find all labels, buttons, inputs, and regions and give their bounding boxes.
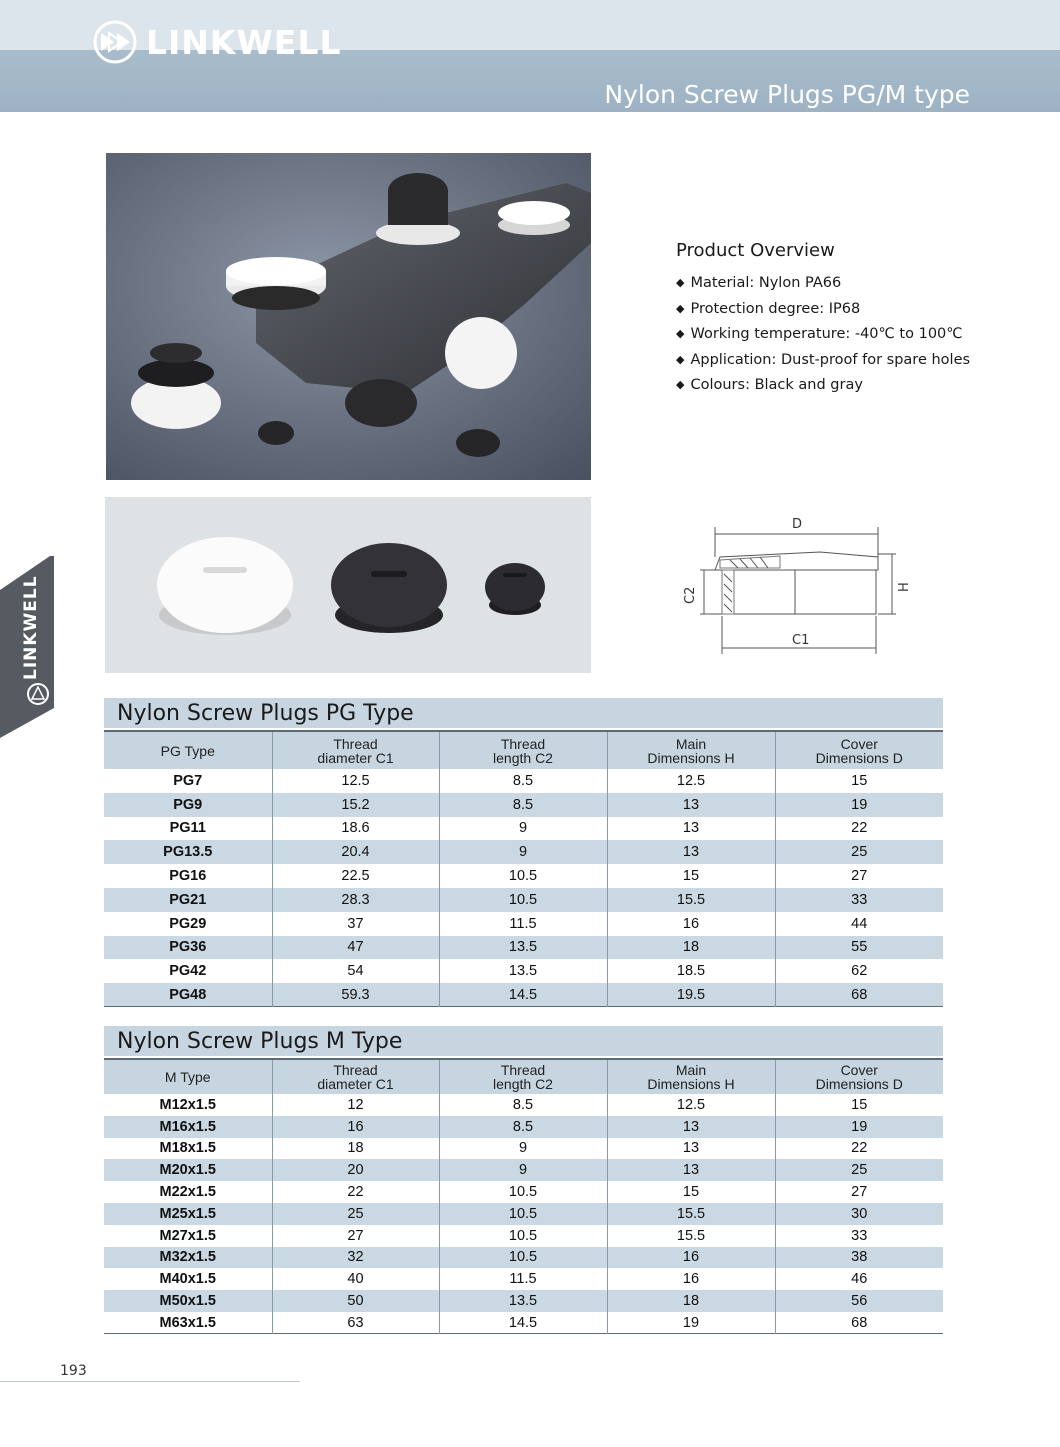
table-cell: 13 — [607, 1116, 775, 1138]
table-cell: 18 — [607, 1290, 775, 1312]
m-header-c1: Thread diameter C1 — [272, 1059, 439, 1094]
product-photo-main — [106, 153, 591, 480]
table-cell: 56 — [775, 1290, 943, 1312]
table-cell: 20.4 — [272, 840, 439, 864]
table-cell: 13 — [607, 793, 775, 817]
table-cell: 16 — [607, 1268, 775, 1290]
table-cell: 38 — [775, 1247, 943, 1269]
pg-header-h: Main Dimensions H — [607, 731, 775, 769]
table-cell: 11.5 — [439, 1268, 607, 1290]
table-cell: 10.5 — [439, 1203, 607, 1225]
table-cell: 63 — [272, 1312, 439, 1334]
table-row — [104, 1181, 943, 1203]
table-cell: M63x1.5 — [159, 1314, 216, 1331]
table-row — [104, 936, 943, 960]
table-cell: 15 — [775, 769, 943, 793]
table-cell: 15 — [607, 1181, 775, 1203]
table-row — [104, 1268, 943, 1290]
table-cell: 15.2 — [272, 793, 439, 817]
table-row — [104, 983, 943, 1007]
table-cell: M22x1.5 — [159, 1184, 216, 1201]
pg-header-c1: Thread diameter C1 — [272, 731, 439, 769]
table-cell: 10.5 — [439, 1181, 607, 1203]
brand-logo — [92, 18, 342, 66]
table-cell: PG9 — [173, 796, 203, 813]
table-cell: 68 — [775, 983, 943, 1007]
table-row — [104, 840, 943, 864]
table-cell: 15 — [607, 864, 775, 888]
table-cell: M32x1.5 — [159, 1249, 216, 1266]
overview-item: ◆ Material: Nylon PA66 — [676, 271, 970, 297]
table-cell: 16 — [272, 1116, 439, 1138]
table-cell: M27x1.5 — [159, 1227, 216, 1244]
table-cell: 12.5 — [272, 769, 439, 793]
pg-header-type: PG Type — [104, 731, 272, 769]
table-row — [104, 1138, 943, 1160]
table-row — [104, 1116, 943, 1138]
table-cell: M20x1.5 — [159, 1162, 216, 1179]
table-cell: 22 — [775, 817, 943, 841]
table-cell: 10.5 — [439, 1225, 607, 1247]
table-cell: 33 — [775, 888, 943, 912]
table-cell: 16 — [607, 1247, 775, 1269]
table-cell: 8.5 — [439, 793, 607, 817]
table-cell: 44 — [775, 912, 943, 936]
table-cell: 13.5 — [439, 959, 607, 983]
table-cell: 18 — [607, 936, 775, 960]
diagram-label-d: D — [792, 517, 803, 532]
product-photo-row — [105, 497, 591, 673]
table-cell: 25 — [775, 840, 943, 864]
table-cell: 15.5 — [607, 888, 775, 912]
table-cell: 19 — [775, 1116, 943, 1138]
overview-item: ◆ Working temperature: -40℃ to 100℃ — [676, 322, 970, 348]
table-row — [104, 864, 943, 888]
table-cell: 20 — [272, 1159, 439, 1181]
table-cell: 50 — [272, 1290, 439, 1312]
table-cell: 18.5 — [607, 959, 775, 983]
table-cell: 25 — [272, 1203, 439, 1225]
m-header-type: M Type — [104, 1059, 272, 1094]
table-cell: 8.5 — [439, 1094, 607, 1116]
table-cell: 9 — [439, 1159, 607, 1181]
m-header-d: Cover Dimensions D — [775, 1059, 943, 1094]
table-cell: 16 — [607, 912, 775, 936]
table-cell: 40 — [272, 1268, 439, 1290]
table-cell: 47 — [272, 936, 439, 960]
table-cell: 13 — [607, 817, 775, 841]
table-cell: 28.3 — [272, 888, 439, 912]
table-cell: 25 — [775, 1159, 943, 1181]
table-cell: 13.5 — [439, 936, 607, 960]
table-cell: 19.5 — [607, 983, 775, 1007]
table-row — [104, 1312, 943, 1334]
table-row — [104, 1159, 943, 1181]
table-row — [104, 912, 943, 936]
table-cell: 13.5 — [439, 1290, 607, 1312]
dimension-diagram — [680, 512, 920, 662]
table-cell: 18 — [272, 1138, 439, 1160]
table-cell: M50x1.5 — [159, 1293, 216, 1310]
table-cell: 22 — [775, 1138, 943, 1160]
table-cell: M40x1.5 — [159, 1271, 216, 1288]
page-number: 193 — [60, 1363, 87, 1379]
table-cell: M25x1.5 — [159, 1205, 216, 1222]
table-cell: 9 — [439, 817, 607, 841]
table-cell: M16x1.5 — [159, 1118, 216, 1135]
table-cell: 59.3 — [272, 983, 439, 1007]
table-cell: 27 — [775, 1181, 943, 1203]
table-cell: PG13.5 — [163, 844, 213, 861]
pg-table-body — [104, 769, 943, 1007]
table-cell: 13 — [607, 840, 775, 864]
pg-table — [104, 730, 943, 1007]
table-cell: 62 — [775, 959, 943, 983]
diagram-label-c1: C1 — [792, 633, 810, 648]
brand-name: LINKWELL — [146, 22, 342, 62]
table-cell: PG42 — [169, 963, 207, 980]
overview-list — [676, 271, 970, 399]
table-cell: 19 — [775, 793, 943, 817]
overview-item: ◆ Colours: Black and gray — [676, 373, 970, 399]
table-cell: 10.5 — [439, 864, 607, 888]
table-cell: 10.5 — [439, 1247, 607, 1269]
table-row — [104, 1225, 943, 1247]
table-cell: PG29 — [169, 915, 207, 932]
table-cell: 9 — [439, 1138, 607, 1160]
table-cell: 12 — [272, 1094, 439, 1116]
table-row — [104, 769, 943, 793]
table-row — [104, 959, 943, 983]
table-cell: PG16 — [169, 868, 207, 885]
overview-item: ◆ Application: Dust-proof for spare holes — [676, 348, 970, 374]
table-cell: PG48 — [169, 986, 207, 1003]
table-cell: M12x1.5 — [159, 1096, 216, 1113]
table-row — [104, 888, 943, 912]
table-cell: 19 — [607, 1312, 775, 1334]
m-table-title: Nylon Screw Plugs M Type — [104, 1026, 943, 1056]
table-cell: 11.5 — [439, 912, 607, 936]
table-cell: 13 — [607, 1159, 775, 1181]
table-cell: 15 — [775, 1094, 943, 1116]
table-cell: 13 — [607, 1138, 775, 1160]
table-cell: 15.5 — [607, 1225, 775, 1247]
table-cell: PG7 — [173, 772, 203, 789]
table-cell: 27 — [775, 864, 943, 888]
product-overview — [676, 240, 970, 399]
m-table-body — [104, 1094, 943, 1334]
table-cell: 12.5 — [607, 1094, 775, 1116]
table-row — [104, 817, 943, 841]
table-cell: 30 — [775, 1203, 943, 1225]
table-row — [104, 1290, 943, 1312]
m-header-h: Main Dimensions H — [607, 1059, 775, 1094]
table-row — [104, 1247, 943, 1269]
table-cell: 22 — [272, 1181, 439, 1203]
table-cell: PG21 — [169, 891, 207, 908]
table-cell: M18x1.5 — [159, 1140, 216, 1157]
side-tab-brand: LINKWELL — [21, 575, 41, 680]
table-cell: 68 — [775, 1312, 943, 1334]
table-row — [104, 793, 943, 817]
overview-item: ◆ Protection degree: IP68 — [676, 297, 970, 323]
table-cell: PG36 — [169, 939, 207, 956]
footer-divider — [0, 1381, 300, 1382]
pg-header-d: Cover Dimensions D — [775, 731, 943, 769]
table-cell: 10.5 — [439, 888, 607, 912]
table-cell: 12.5 — [607, 769, 775, 793]
m-table — [104, 1058, 943, 1334]
table-cell: 33 — [775, 1225, 943, 1247]
table-cell: 9 — [439, 840, 607, 864]
table-cell: 46 — [775, 1268, 943, 1290]
pg-table-title: Nylon Screw Plugs PG Type — [104, 698, 943, 728]
pg-header-c2: Thread length C2 — [439, 731, 607, 769]
diagram-label-h: H — [897, 582, 912, 592]
table-cell: 18.6 — [272, 817, 439, 841]
table-cell: 8.5 — [439, 1116, 607, 1138]
table-cell: PG11 — [169, 820, 206, 837]
table-cell: 14.5 — [439, 983, 607, 1007]
table-cell: 14.5 — [439, 1312, 607, 1334]
table-cell: 32 — [272, 1247, 439, 1269]
table-cell: 27 — [272, 1225, 439, 1247]
table-cell: 22.5 — [272, 864, 439, 888]
page-title: Nylon Screw Plugs PG/M type — [604, 80, 970, 109]
table-cell: 15.5 — [607, 1203, 775, 1225]
m-header-c2: Thread length C2 — [439, 1059, 607, 1094]
table-cell: 37 — [272, 912, 439, 936]
table-row — [104, 1203, 943, 1225]
overview-heading: Product Overview — [676, 240, 835, 261]
table-cell: 8.5 — [439, 769, 607, 793]
table-row — [104, 1094, 943, 1116]
diagram-label-c2: C2 — [683, 586, 698, 604]
linkwell-logo-icon — [92, 19, 138, 65]
table-cell: 55 — [775, 936, 943, 960]
table-cell: 54 — [272, 959, 439, 983]
